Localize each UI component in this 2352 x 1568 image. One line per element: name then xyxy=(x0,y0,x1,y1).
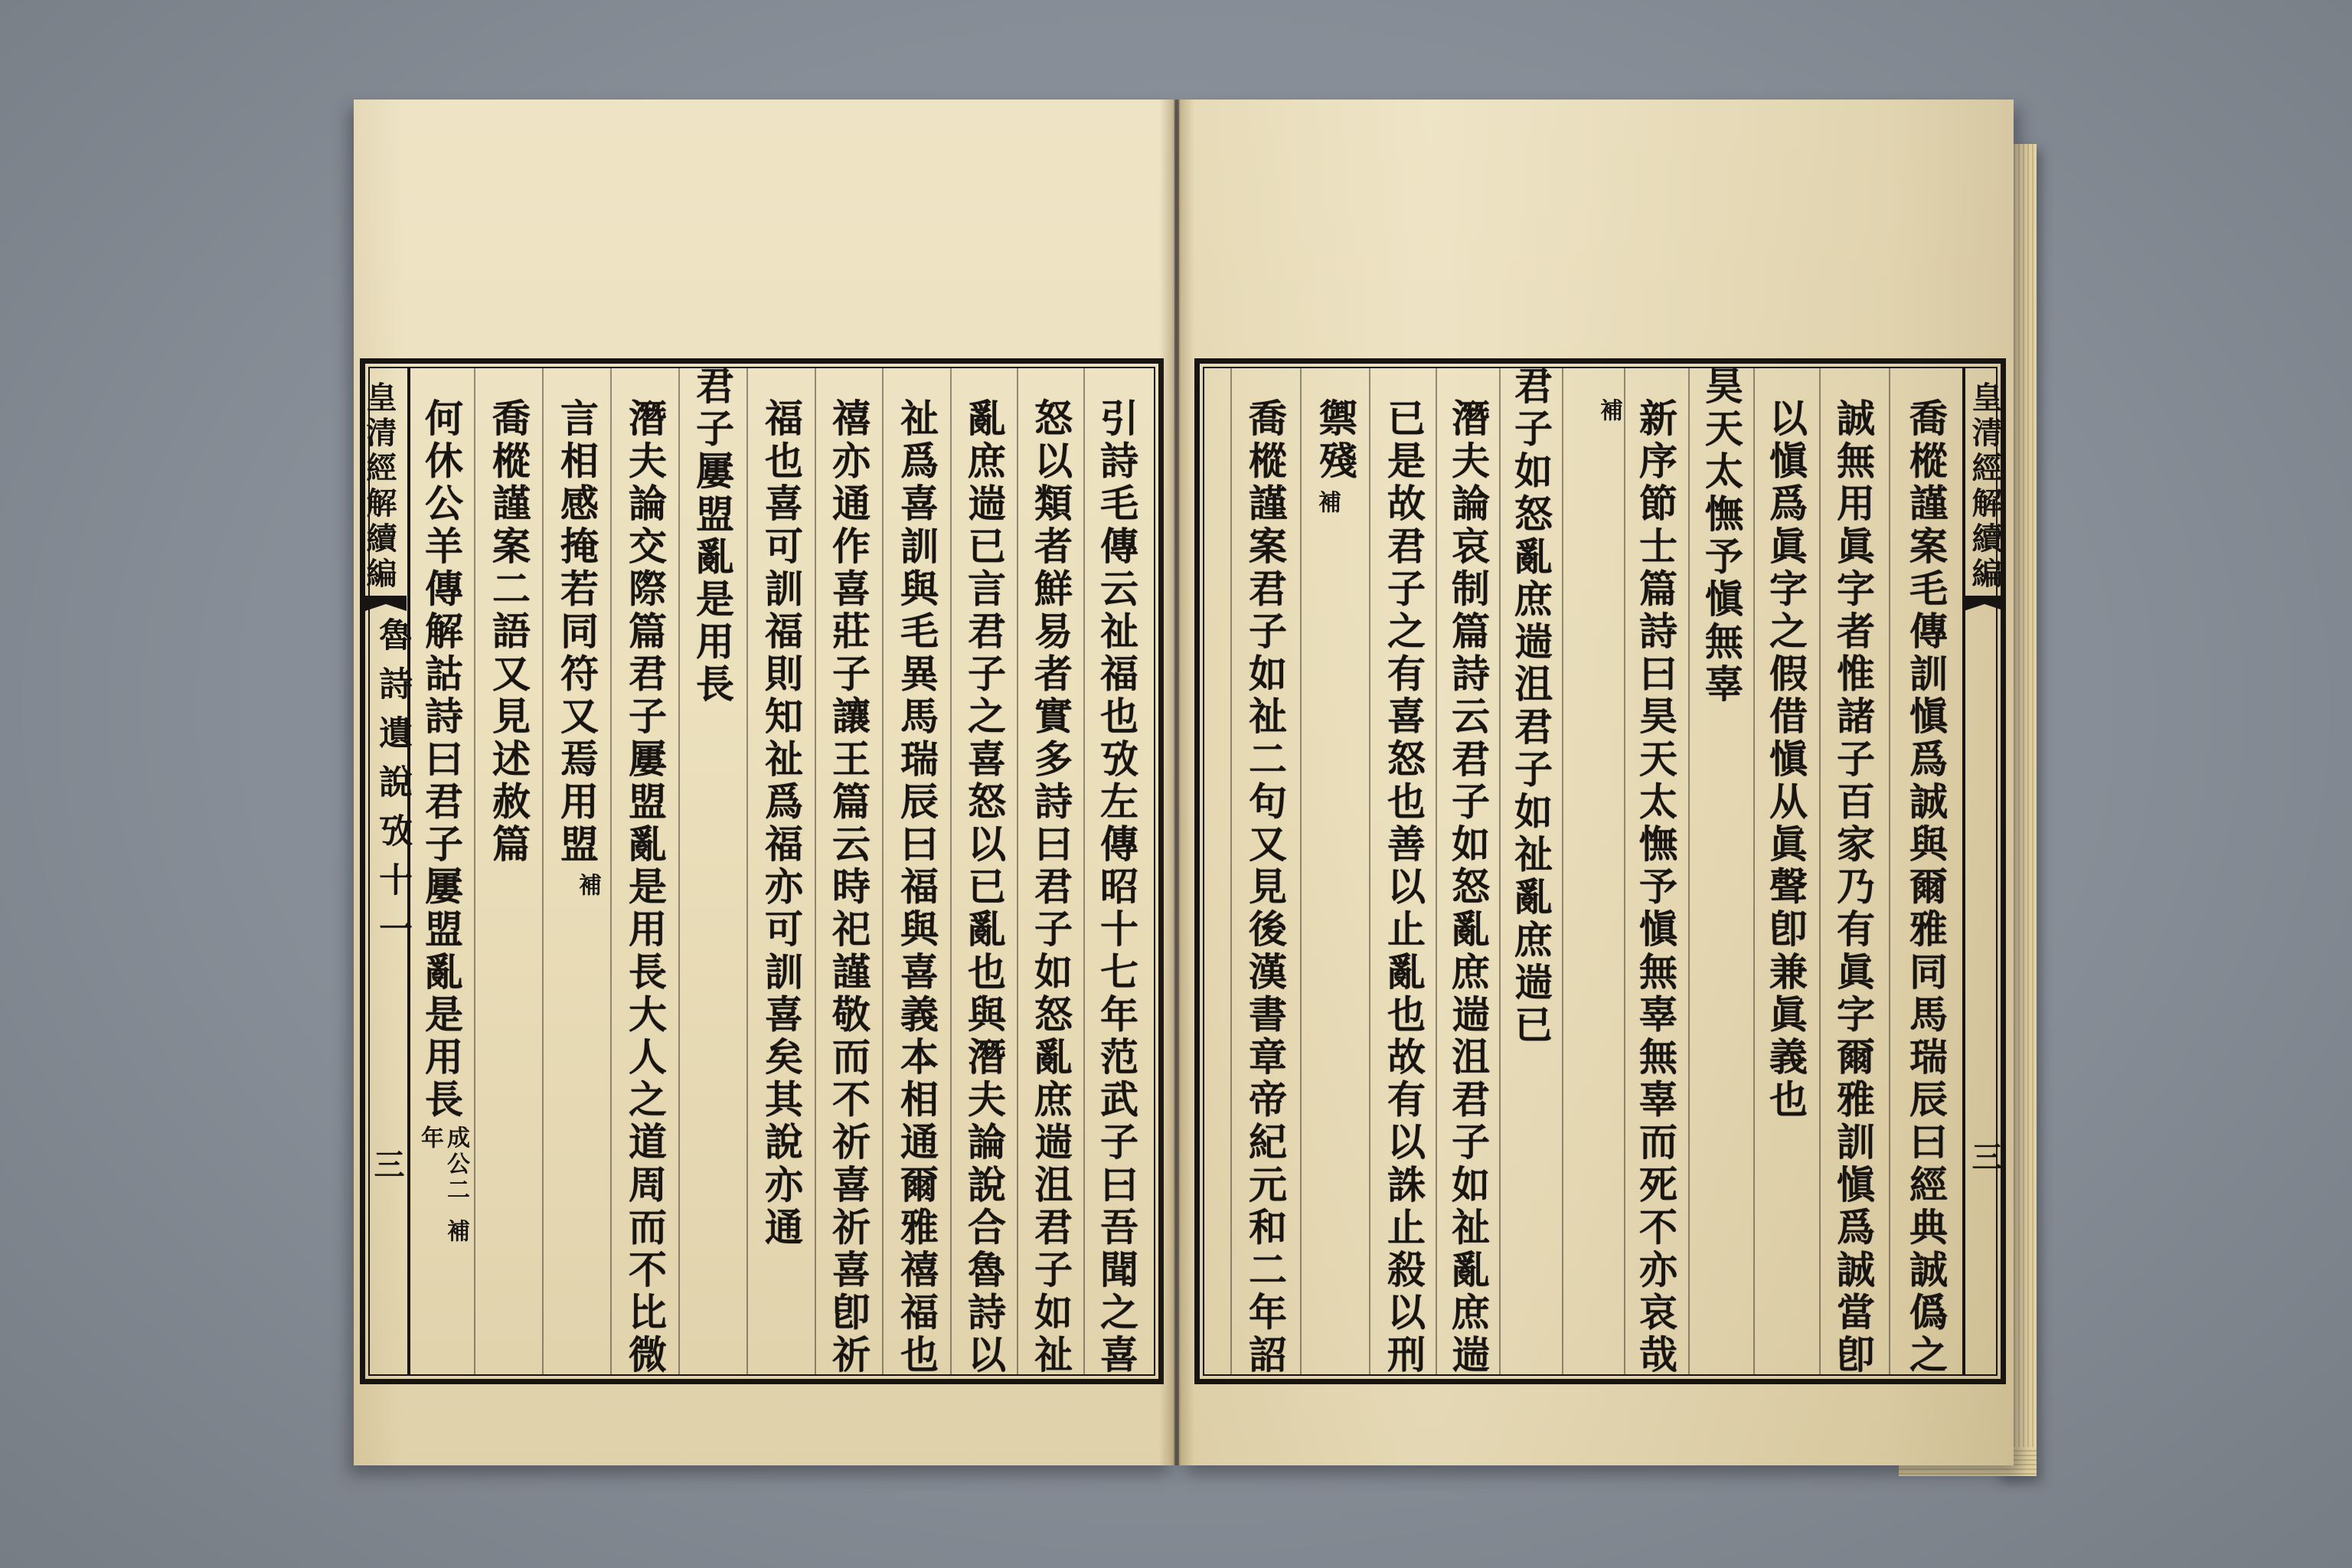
column-rule xyxy=(815,368,816,1375)
column-rule xyxy=(474,368,475,1375)
text-column-2: 怒以類者鮮易者實多詩曰君子如怒亂庶遄沮君子如祉 xyxy=(1028,398,1073,1377)
text-column-10: 喬樅謹案二語又見述赦篇 xyxy=(486,398,531,867)
text-column-2: 誠無用眞字者惟諸子百家乃有眞字爾雅訓愼爲誠當卽 xyxy=(1831,398,1876,1377)
text-column-5: 新序節士篇詩曰昊天太憮予愼無辜無辜而死不亦哀哉 xyxy=(1633,398,1678,1377)
column-rule xyxy=(1230,368,1232,1375)
column-rule xyxy=(1819,368,1821,1375)
text-column-5: 禧亦通作喜莊子讓王篇云時祀謹敬而不祈喜祈喜卽祈 xyxy=(826,398,871,1377)
column-rule xyxy=(542,368,544,1375)
column-rule xyxy=(1562,368,1563,1375)
margin-strip-title: 皇清經解續編 xyxy=(361,381,397,593)
text-column-3: 以愼爲眞字之假借愼从眞聲卽兼眞義也 xyxy=(1763,398,1808,1122)
annotation-bu: 補 xyxy=(1596,398,1622,424)
annotation-source-left: 年 xyxy=(416,1125,443,1152)
column-rule xyxy=(610,368,612,1375)
verse-heading: 君子屢盟亂是用長 xyxy=(690,366,735,707)
text-column-9: 言相感掩若同符又焉用盟 xyxy=(554,398,599,867)
column-rule xyxy=(882,368,884,1375)
text-column-8: 潛夫論哀制篇詩云君子如怒亂庶遄沮君子如祉亂庶遄 xyxy=(1446,398,1491,1377)
annotation-bu: 補 xyxy=(574,873,601,899)
column-rule xyxy=(1889,368,1890,1375)
verse-heading: 君子如怒亂庶遄沮君子如祉亂庶遄已 xyxy=(1508,366,1553,1047)
text-column-11: 何休公羊傳解詁詩曰君子屢盟亂是用長 xyxy=(419,398,464,1122)
text-column-11: 喬樅謹案君子如祉二句又見後漢書章帝紀元和二年詔 xyxy=(1243,398,1288,1377)
column-rule xyxy=(1083,368,1085,1375)
column-rule xyxy=(1017,368,1018,1375)
column-rule xyxy=(1300,368,1302,1375)
text-column-1: 喬樅謹案毛傳訓愼爲誠與爾雅同馬瑞辰曰經典誠僞之 xyxy=(1903,398,1949,1377)
annotation-source-right: 成公二 xyxy=(443,1125,469,1204)
column-rule xyxy=(1369,368,1370,1375)
column-rule xyxy=(1688,368,1690,1375)
text-column-9: 已是故君子之有喜怒也善以止亂也故有以誅止殺以刑 xyxy=(1381,398,1426,1377)
text-column-3: 亂庶遄已言君子之喜怒以已亂也與潛夫論說合魯詩以 xyxy=(962,398,1007,1377)
margin-strip-title: 皇清經解續編 xyxy=(1967,381,2003,593)
column-rule xyxy=(950,368,952,1375)
text-column-10: 禦殘 xyxy=(1313,398,1358,484)
text-column-6: 福也喜可訓福則知祉爲福亦可訓喜矣其說亦通 xyxy=(759,398,804,1250)
verse-heading: 昊天太憮予愼無辜 xyxy=(1699,366,1744,707)
margin-strip-chapter: 魯詩遺說攷十一 xyxy=(373,617,412,960)
annotation-bu: 補 xyxy=(1314,490,1341,516)
margin-strip-page-number: 三 xyxy=(369,1148,405,1179)
annotation-bu: 補 xyxy=(443,1219,469,1245)
margin-strip-page-number: 三 xyxy=(1967,1141,2003,1171)
column-rule xyxy=(678,368,680,1375)
book-gutter xyxy=(1159,100,1194,1465)
text-column-4: 祉爲喜訓與毛異馬瑞辰曰福與喜義本相通爾雅禧福也 xyxy=(894,398,939,1377)
text-column-1: 引詩毛傳云祉福也攷左傳昭十七年范武子曰吾聞之喜 xyxy=(1094,398,1139,1377)
column-rule xyxy=(746,368,748,1375)
text-column-8: 潛夫論交際篇君子屢盟亂是用長大人之道周而不比微 xyxy=(622,398,668,1377)
